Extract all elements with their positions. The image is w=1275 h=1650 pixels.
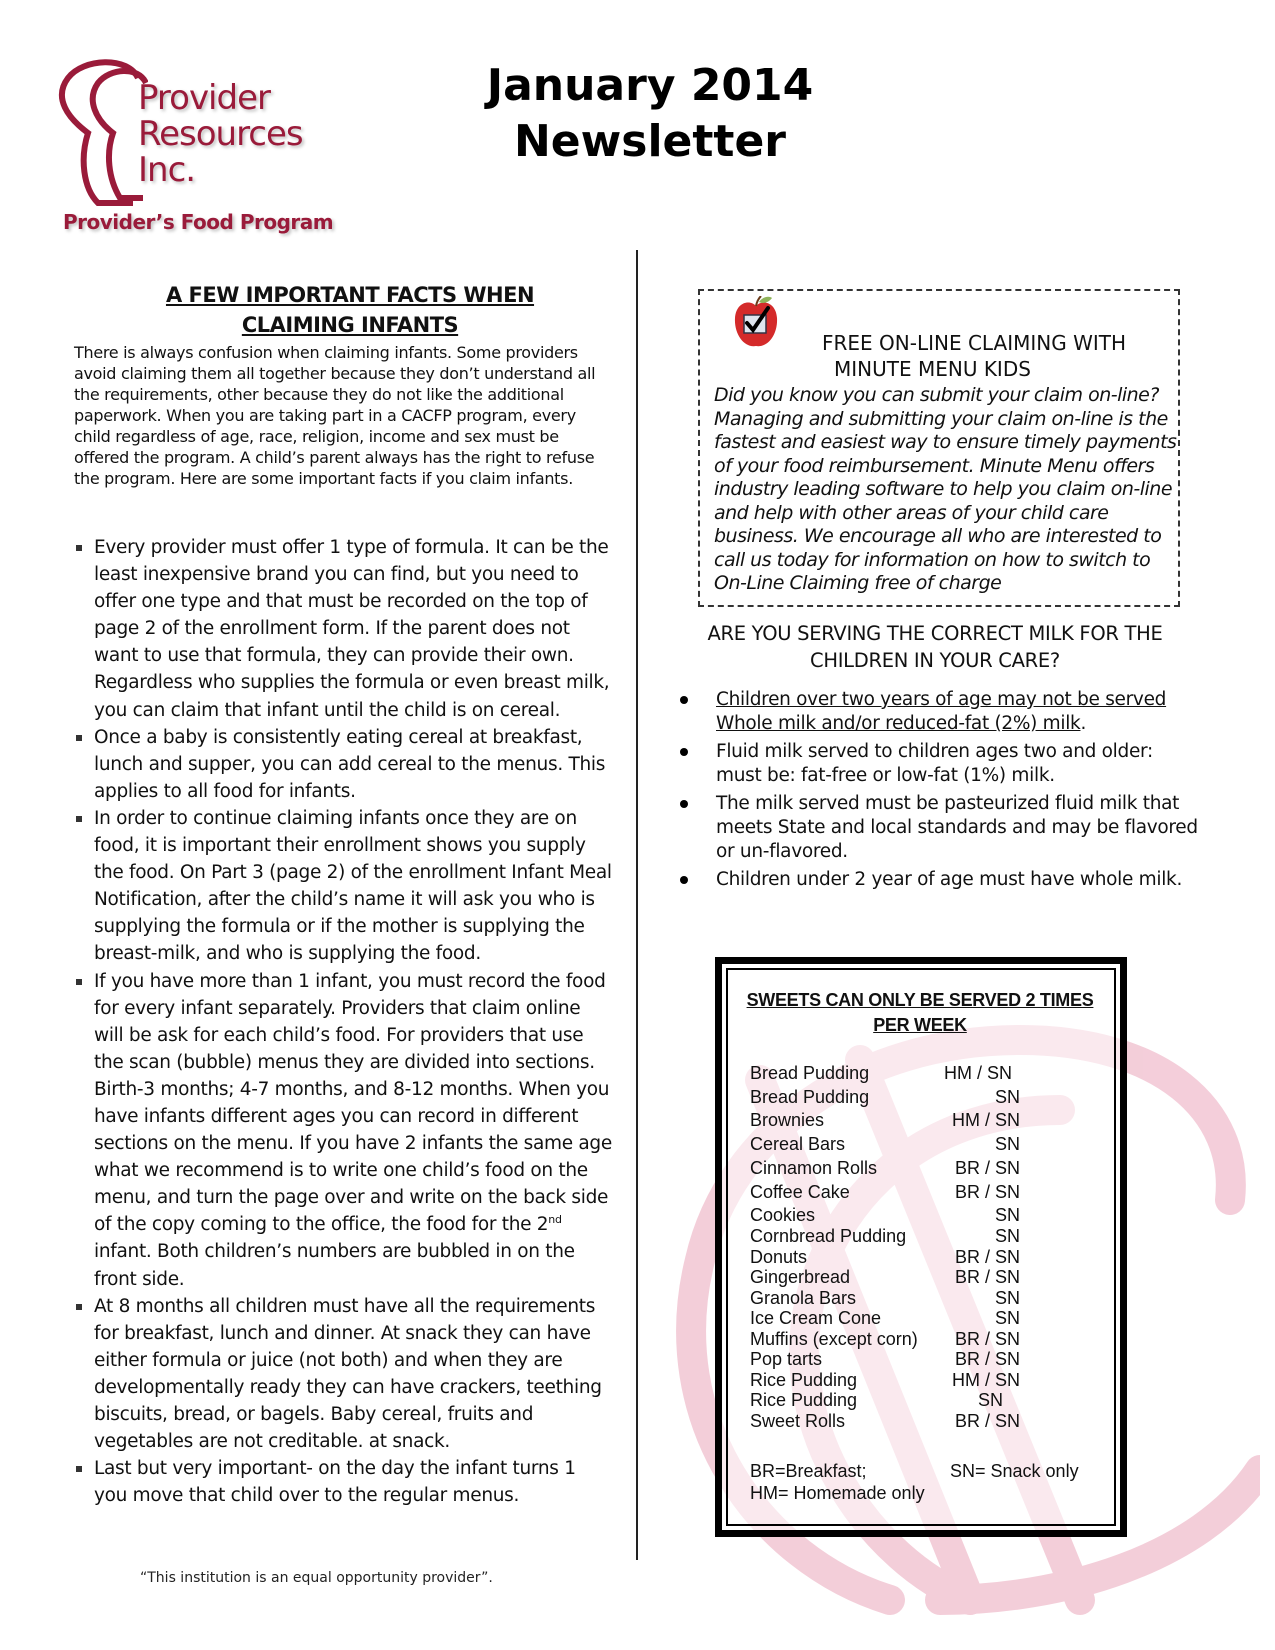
sweet-code: BR / SN [954, 1247, 1020, 1267]
sweet-name: Cereal Bars [750, 1134, 846, 1154]
list-item: Every provider must offer 1 type of formula. It can be the least inexpensive brand you can find, but you need to offer one type and that must be recorded on the top of page 2 of the enrollment form. If the parent does not want to use that formula, they can provide their own. Regardless who supplies the formula or even breast milk, you can claim that infant until the child is on cereal. [74, 534, 614, 724]
list-item: Last but very important- on the day the infant turns 1 you move that child over to the regular menus. [74, 1455, 614, 1509]
sweet-code: BR / SN [954, 1182, 1020, 1202]
milk-heading-line2: CHILDREN IN YOUR CARE? [810, 649, 1060, 672]
apple-checkbox-icon [732, 296, 780, 350]
sweet-code: SN [994, 1205, 1020, 1225]
sweet-code: BR / SN [954, 1267, 1020, 1287]
infants-facts-list [74, 534, 614, 1509]
sweet-name: Brownies [750, 1110, 825, 1130]
sweet-name: Rice Pudding [750, 1370, 858, 1390]
list-item: The milk served must be pasteurized fluid milk that meets State and local standards and may be flavored or un-flavored. [680, 792, 1200, 864]
sweet-code: SN [994, 1134, 1020, 1154]
claiming-title-line1: FREE ON-LINE CLAIMING WITH [822, 331, 1126, 355]
logo-tagline: Provider’s Food Program [63, 210, 334, 234]
infants-heading [120, 280, 580, 340]
sweet-name: Gingerbread [750, 1267, 851, 1287]
list-item [74, 968, 614, 1293]
sweet-name: Bread Pudding [750, 1087, 870, 1107]
sweet-code: HM / SN [951, 1370, 1020, 1390]
sweets-heading-line2: PER WEEK [873, 1015, 967, 1035]
ordinal-suffix: nd [548, 1213, 562, 1227]
newsletter-title [440, 58, 860, 170]
list-item: In order to continue claiming infants once they are on food, it is important their enrollment shows you supply the food. On Part 3 (page 2) of the enrollment Infant Meal Notification, after the child’s name it will ask you who is supplying the formula or if the mother is supplying the breast-milk, and who is supplying the food. [74, 805, 614, 968]
sweet-code: SN [994, 1308, 1020, 1328]
legend-breakfast: BR=Breakfast; [750, 1461, 867, 1481]
sweet-name: Granola Bars [750, 1288, 857, 1308]
sweet-name: Ice Cream Cone [750, 1308, 882, 1328]
sweet-code: BR / SN [954, 1349, 1020, 1369]
sweets-row [750, 1348, 1090, 1370]
legend-snack: SN= Snack only [950, 1461, 1079, 1481]
sweet-name: Coffee Cake [750, 1182, 850, 1202]
list-item-period: . [1080, 713, 1087, 734]
footer-note: “This institution is an equal opportunity provider”. [140, 1570, 493, 1586]
sweets-row [750, 1287, 1090, 1309]
sweets-row [750, 1246, 1090, 1268]
sweets-row [750, 1109, 1090, 1131]
sweets-row [750, 1157, 1090, 1179]
company-logo [38, 48, 358, 248]
sweet-name: Pop tarts [750, 1349, 823, 1369]
sweets-heading [745, 988, 1095, 1038]
sweets-row [750, 1307, 1090, 1329]
column-divider [636, 250, 638, 1560]
claiming-title-line2: MINUTE MENU KIDS [834, 357, 1031, 381]
title-date: January 2014 [486, 60, 814, 111]
milk-heading-line1: ARE YOU SERVING THE CORRECT MILK FOR THE [707, 622, 1163, 645]
legend-homemade: HM= Homemade only [750, 1483, 925, 1503]
title-newsletter: Newsletter [513, 116, 787, 167]
sweet-name: Cornbread Pudding [750, 1226, 907, 1246]
list-item: Fluid milk served to children ages two and older: must be: fat-free or low-fat (1%) milk. [680, 740, 1200, 788]
infants-heading-line1: A FEW IMPORTANT FACTS WHEN [165, 283, 535, 307]
sweet-name: Bread Pudding [750, 1063, 870, 1083]
sweet-code: SN [994, 1226, 1020, 1246]
sweet-code: BR / SN [954, 1411, 1020, 1431]
sweet-code: HM / SN [951, 1110, 1020, 1130]
sweets-row [750, 1266, 1090, 1288]
list-item [680, 688, 1200, 736]
sweets-row [750, 1133, 1090, 1155]
sweet-code: SN [994, 1288, 1020, 1308]
logo-word-resources: Resources [138, 114, 303, 154]
sweet-code: BR / SN [954, 1329, 1020, 1349]
sweet-name: Muffins (except corn) [750, 1329, 918, 1349]
sweet-code: BR / SN [954, 1158, 1020, 1178]
bread-slice-icon [38, 48, 148, 218]
sweets-row [750, 1225, 1090, 1247]
sweet-code: HM / SN [943, 1063, 1012, 1083]
sweet-name: Cinnamon Rolls [750, 1158, 878, 1178]
claiming-body: Did you know you can submit your claim on-line? Managing and submitting your claim on-line is the fastest and easiest way to ensure timely payments of your food reimbursement. Minute Menu offers industry leading software to help you claim on-line and help with other areas of your child care business. We encourage all who are interested to call us today for information on how to switch to On-Line Claiming free of charge [714, 384, 1177, 594]
milk-rules-list [680, 688, 1200, 896]
sweet-name: Rice Pudding [750, 1390, 858, 1410]
sweet-name: Sweet Rolls [750, 1411, 846, 1431]
logo-word-provider: Provider [138, 78, 270, 118]
sweet-code: SN [994, 1087, 1020, 1107]
list-item-text-tail: infant. Both children’s numbers are bubbled in on the front side. [94, 1241, 575, 1290]
infants-intro: There is always confusion when claiming infants. Some providers avoid claiming them all together because they don’t understand all the requirements, other because they do not like the additional paperwork. When you are taking part in a CACFP program, every child regardless of age, race, religion, income and sex must be offered the program. A child’s parent always has the right to refuse the program. Here are some important facts if you claim infants. [74, 343, 596, 488]
logo-word-inc: Inc. [138, 150, 196, 190]
sweets-row [750, 1389, 1090, 1411]
list-item-text: If you have more than 1 infant, you must record the food for every infant separately. Providers that claim online will be ask for each child’s food. For providers that use the scan (bubble) menus they are divided into sections. Birth-3 months; 4-7 months, and 8-12 months. When you have infants different ages you can record in different sections on the menu. If you have 2 infants the same age what we recommend is to write one child’s food on the menu, and turn the page over and write on the back side of the copy coming to the office, the food for the [94, 970, 612, 1236]
sweet-name: Cookies [750, 1205, 816, 1225]
ordinal-number: 2 [536, 1214, 549, 1236]
infants-heading-line2: CLAIMING INFANTS [241, 313, 459, 337]
sweets-heading-line1: SWEETS CAN ONLY BE SERVED 2 TIMES [746, 990, 1094, 1010]
sweets-row [750, 1369, 1090, 1391]
sweets-row [750, 1086, 1090, 1108]
sweets-row [750, 1410, 1090, 1432]
sweets-row [750, 1181, 1090, 1203]
list-item: Once a baby is consistently eating cereal at breakfast, lunch and supper, you can add cereal to the menus. This applies to all food for infants. [74, 724, 614, 805]
sweet-name: Donuts [750, 1247, 808, 1267]
sweet-code: SN [978, 1390, 1004, 1410]
sweets-row [750, 1204, 1090, 1226]
list-item: At 8 months all children must have all the requirements for breakfast, lunch and dinner. At snack they can have either formula or juice (not both) and when they are developmentally ready they can have crackers, teething biscuits, bread, or bagels. Baby cereal, fruits and vegetables are not creditable. at snack. [74, 1293, 614, 1456]
claiming-title [800, 330, 1160, 382]
milk-heading [690, 620, 1180, 674]
list-item: Children under 2 year of age must have whole milk. [680, 868, 1200, 892]
sweets-row [750, 1062, 1090, 1084]
list-item-text: Children over two years of age may not be served Whole milk and/or reduced-fat (2%) milk [716, 689, 1167, 734]
sweets-row [750, 1328, 1090, 1350]
